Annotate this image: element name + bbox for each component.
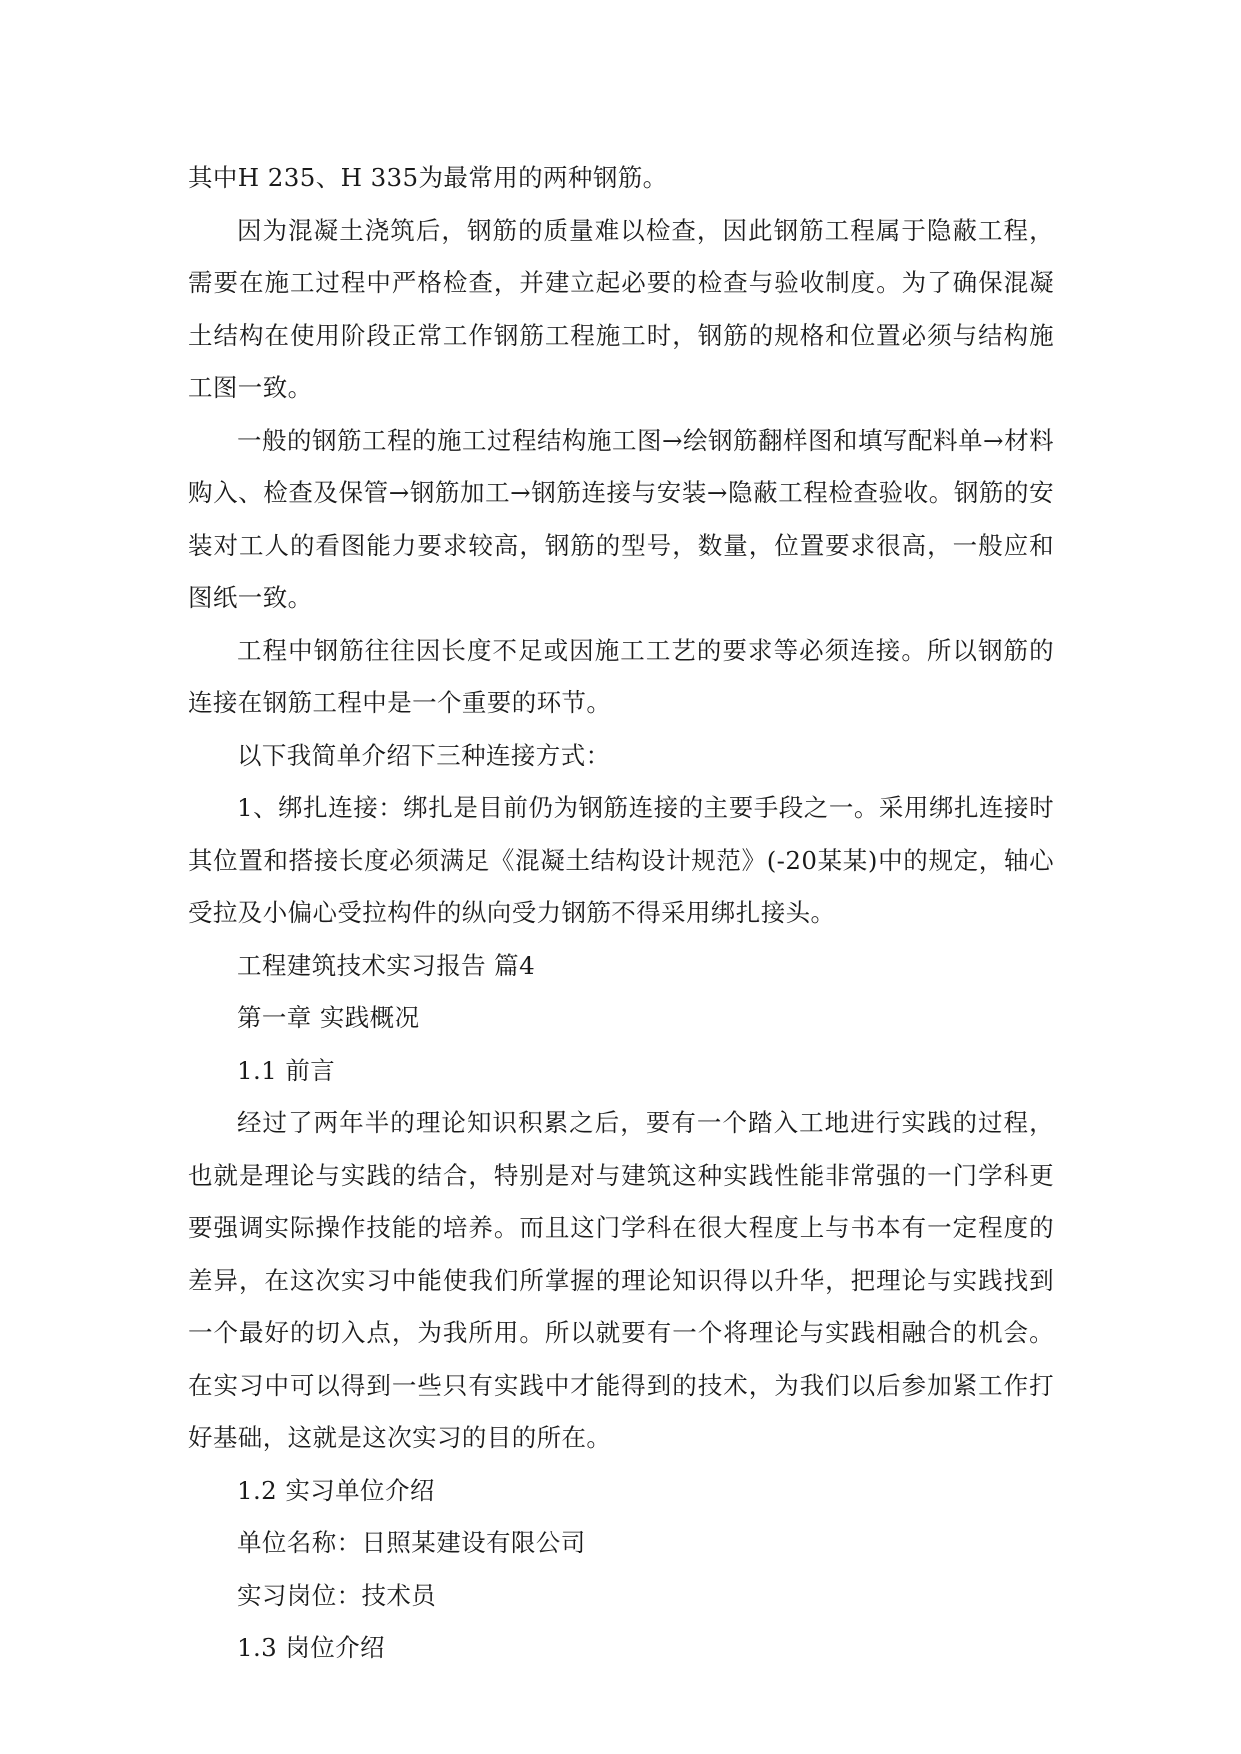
paragraph-construction-process: 一般的钢筋工程的施工过程结构施工图→绘钢筋翻样图和填写配料单→材料购入、检查及保管→钢筋加工→钢筋连接与安装→隐蔽工程检查验收。钢筋的安装对工人的看图能力要求较高，钢筋的型号，数量，位置要求很高，一般应和图纸一致。	[188, 425, 1054, 612]
paragraph-binding-connection: 1、绑扎连接：绑扎是目前仍为钢筋连接的主要手段之一。采用绑扎连接时其位置和搭接长度必须满足《混凝土结构设计规范》(-20某某)中的规定，轴心受拉及小偏心受拉构件的纵向受力钢筋不得采用绑扎接头。	[188, 793, 1054, 927]
paragraph-steel-types: 其中H 235、H 335为最常用的两种钢筋。	[188, 163, 668, 192]
document-page	[188, 152, 1054, 1675]
paragraph-preface-body: 经过了两年半的理论知识积累之后，要有一个踏入工地进行实践的过程，也就是理论与实践的结合，特别是对与建筑这种实践性能非常强的一门学科更要强调实际操作技能的培养。而且这门学科在很大程度上与书本有一定程度的差异，在这次实习中能使我们所掌握的理论知识得以升华，把理论与实践找到一个最好的切入点，为我所用。所以就要有一个将理论与实践相融合的机会。在实习中可以得到一些只有实践中才能得到的技术，为我们以后参加紧工作打好基础，这就是这次实习的目的所在。	[188, 1108, 1054, 1452]
subheading-internship-unit: 1.2 实习单位介绍	[237, 1475, 435, 1505]
unit-name-line: 单位名称：日照某建设有限公司	[237, 1528, 586, 1557]
subheading-preface: 1.1 前言	[237, 1055, 336, 1085]
chapter-heading: 第一章 实践概况	[237, 1003, 420, 1032]
section-title-report-4: 工程建筑技术实习报告 篇4	[237, 950, 536, 980]
paragraph-steel-connection: 工程中钢筋往往因长度不足或因施工工艺的要求等必须连接。所以钢筋的连接在钢筋工程中是一个重要的环节。	[188, 635, 1054, 717]
internship-position-line: 实习岗位：技术员	[237, 1580, 437, 1610]
subheading-position-intro: 1.3 岗位介绍	[237, 1633, 385, 1662]
paragraph-three-methods: 以下我简单介绍下三种连接方式：	[237, 740, 611, 770]
paragraph-hidden-works: 因为混凝土浇筑后，钢筋的质量难以检查，因此钢筋工程属于隐蔽工程，需要在施工过程中严格检查，并建立起必要的检查与验收制度。为了确保混凝土结构在使用阶段正常工作钢筋工程施工时，钢筋的规格和位置必须与结构施工图一致。	[188, 215, 1054, 402]
